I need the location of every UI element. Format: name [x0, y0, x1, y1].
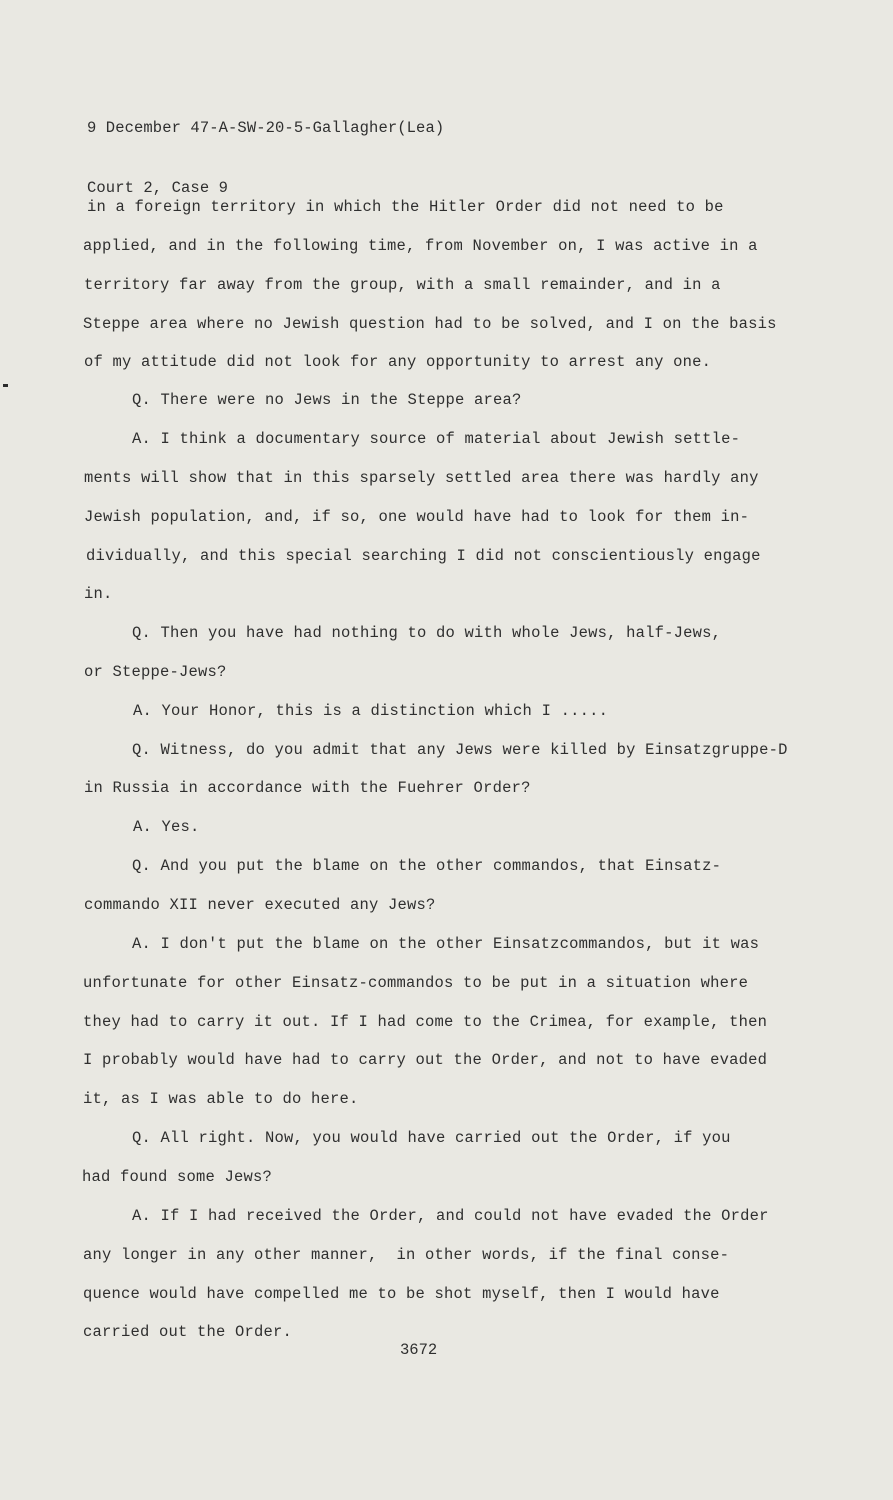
text-line: territory far away from the group, with a small remainder, and in a: [84, 276, 721, 294]
text-line: I probably would have had to carry out the Order, and not to have evaded: [83, 1051, 768, 1069]
header-line-date-reference: 9 December 47-A-SW-20-5-Gallagher(Lea): [87, 119, 445, 137]
text-line: in a foreign territory in which the Hitler Order did not need to be: [87, 198, 724, 216]
text-line: of my attitude did not look for any opportunity to arrest any one.: [84, 353, 712, 371]
margin-mark: [3, 384, 8, 387]
text-line: ments will show that in this sparsely settled area there was hardly any: [84, 469, 759, 487]
question-line: Q. And you put the blame on the other commandos, that Einsatz-: [132, 857, 722, 875]
question-line: Q. Then you have had nothing to do with whole Jews, half-Jews,: [132, 624, 722, 642]
text-line: unfortunate for other Einsatz-commandos to be put in a situation where: [83, 974, 749, 992]
text-line: dividually, and this special searching I did not conscientiously engage: [86, 547, 761, 565]
text-line: they had to carry it out. If I had come to the Crimea, for example, then: [83, 1013, 768, 1031]
text-line: or Steppe-Jews?: [84, 663, 227, 681]
header-line-court-case: Court 2, Case 9: [87, 179, 229, 197]
question-line: Q. All right. Now, you would have carried out the Order, if you: [132, 1129, 731, 1147]
question-line: Q. There were no Jews in the Steppe area?: [132, 391, 522, 409]
text-line: applied, and in the following time, from November on, I was active in a: [83, 237, 758, 255]
text-line: quence would have compelled me to be shot myself, then I would have: [83, 1285, 720, 1303]
text-line: commando XII never executed any Jews?: [84, 896, 436, 914]
text-line: carried out the Order.: [83, 1323, 293, 1341]
text-line: Steppe area where no Jewish question had to be solved, and I on the basis: [83, 315, 777, 333]
answer-line: A. I don't put the blame on the other Einsatzcommandos, but it was: [132, 935, 760, 953]
answer-line: A. If I had received the Order, and could not have evaded the Order: [132, 1207, 769, 1225]
answer-line: A. Your Honor, this is a distinction which I .....: [133, 702, 609, 720]
page-number: 3672: [400, 1341, 438, 1359]
text-line: it, as I was able to do here.: [83, 1090, 359, 1108]
question-line: Q. Witness, do you admit that any Jews were killed by Einsatzgruppe-D: [132, 741, 788, 759]
text-line: Jewish population, and, if so, one would have had to look for them in-: [84, 508, 750, 526]
answer-line: A. Yes.: [133, 818, 200, 836]
text-line: in Russia in accordance with the Fuehrer Order?: [84, 779, 531, 797]
answer-line: A. I think a documentary source of material about Jewish settle-: [132, 430, 741, 448]
text-line: any longer in any other manner, in other words, if the final conse-: [83, 1246, 730, 1264]
text-line: in.: [84, 585, 113, 603]
text-line: had found some Jews?: [82, 1168, 273, 1186]
